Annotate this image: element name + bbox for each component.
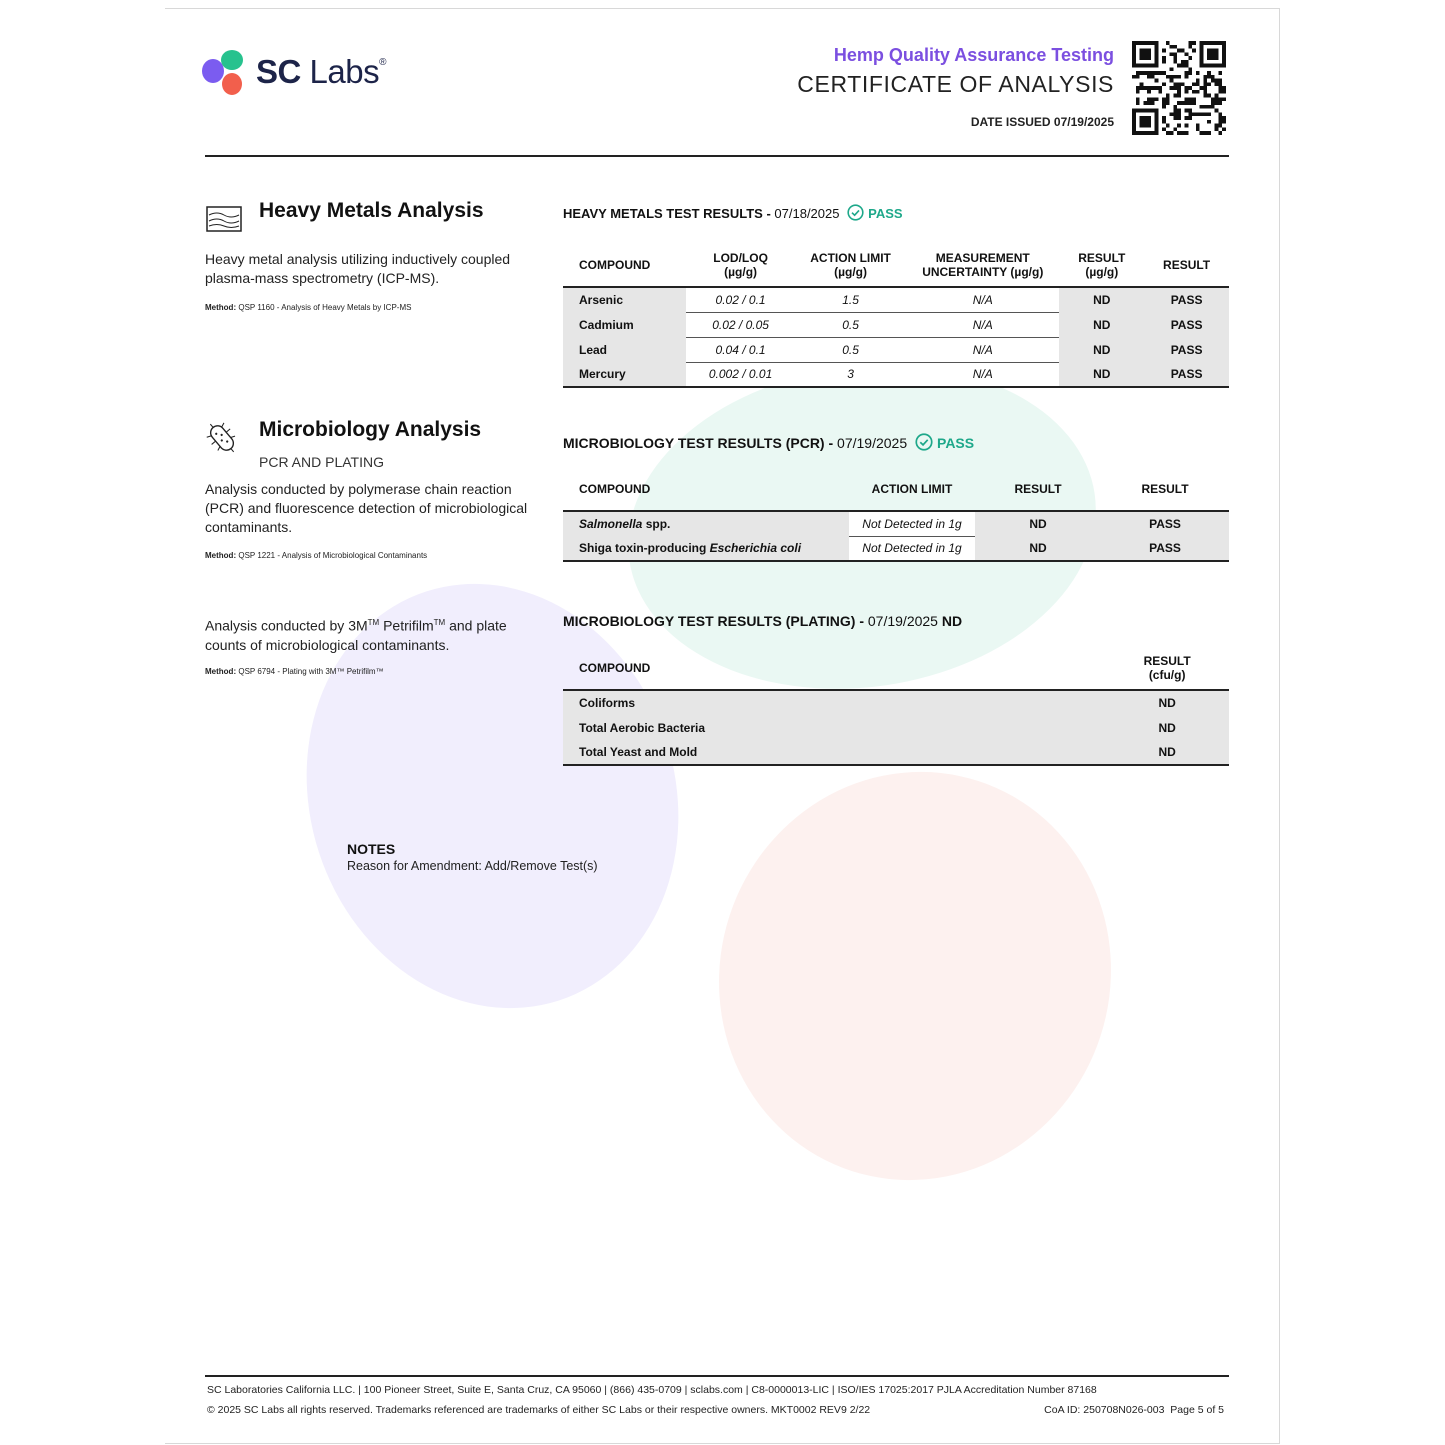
compound-cell: Mercury (563, 362, 686, 387)
pcr-table (563, 467, 1229, 562)
coa-page (165, 8, 1280, 1444)
result-cell: ND (1105, 715, 1229, 740)
pcr-results-heading: MICROBIOLOGY TEST RESULTS (PCR) - 07/19/2025 PASS (563, 435, 975, 451)
table-row (563, 287, 1229, 312)
action-limit-cell: 0.5 (795, 312, 906, 337)
action-limit-cell: 1.5 (795, 287, 906, 312)
footer-divider (205, 1375, 1229, 1377)
uncertainty-cell: N/A (906, 362, 1059, 387)
col-compound: COMPOUND (563, 243, 686, 287)
pass-check-icon (915, 433, 933, 451)
microbiology-subtitle: PCR AND PLATING (259, 454, 384, 470)
result-ugg-cell: ND (1059, 337, 1144, 362)
date-issued: DATE ISSUED 07/19/2025 (970, 115, 1114, 129)
col-action-limit: ACTION LIMIT (849, 467, 975, 511)
plating-table (563, 646, 1229, 766)
result-cell: PASS (1144, 337, 1229, 362)
plating-status: ND (941, 613, 963, 629)
table-row (563, 362, 1229, 387)
result-ugg-cell: ND (1059, 287, 1144, 312)
table-row (563, 690, 1229, 715)
table-row (563, 740, 1229, 765)
compound-cell: Total Aerobic Bacteria (563, 715, 1105, 740)
footer-copyright: © 2025 SC Labs all rights reserved. Trademarks referenced are trademarks of either SC Labs or their respective owners. MKT0002 REV9 2/22 (207, 1404, 871, 1416)
result-cell: ND (1105, 740, 1229, 765)
logo-wordmark: SC Labs® (256, 53, 386, 90)
col-compound: COMPOUND (563, 467, 849, 511)
action-limit-cell: 3 (795, 362, 906, 387)
heavy-metals-table (563, 243, 1229, 388)
header-divider (205, 155, 1229, 157)
action-limit-cell: Not Detected in 1g (849, 536, 975, 561)
lodloq-cell: 0.04 / 0.1 (686, 337, 795, 362)
table-row (563, 511, 1229, 536)
col-compound: COMPOUND (563, 646, 1105, 690)
microbiology-title: Microbiology Analysis (259, 418, 482, 441)
compound-cell: Coliforms (563, 690, 1105, 715)
plating-results-heading: MICROBIOLOGY TEST RESULTS (PLATING) - 07/19/2025 ND (563, 613, 963, 629)
result-cell: ND (1105, 690, 1229, 715)
heavy-metals-status: PASS (868, 206, 903, 221)
result-ugg-cell: ND (1059, 312, 1144, 337)
lodloq-cell: 0.02 / 0.05 (686, 312, 795, 337)
result-cell: PASS (1101, 536, 1229, 561)
table-row (563, 312, 1229, 337)
col-result-b: RESULT (1101, 467, 1229, 511)
col-measurement-uncertainty: MEASUREMENT UNCERTAINTY (µg/g) (906, 243, 1059, 287)
uncertainty-cell: N/A (906, 287, 1059, 312)
uncertainty-cell: N/A (906, 312, 1059, 337)
footer-company-info: SC Laboratories California LLC. | 100 Pioneer Street, Suite E, Santa Cruz, CA 95060 | (866) 435-0709 | sclabs.com | C8-0000013-LIC | ISO/IES 17025:2017 PJLA Accreditation Number 87168 (207, 1384, 1097, 1396)
lodloq-cell: 0.002 / 0.01 (686, 362, 795, 387)
compound-cell: Arsenic (563, 287, 686, 312)
heavy-metals-results-heading: HEAVY METALS TEST RESULTS - 07/18/2025 PASS (563, 206, 903, 221)
col-result-cfu: RESULT (cfu/g) (1105, 646, 1229, 690)
pcr-description: Analysis conducted by polymerase chain reaction (PCR) and fluorescence detection of microbiological contaminants. (205, 481, 528, 535)
compound-cell: Lead (563, 337, 686, 362)
result-cell: PASS (1144, 362, 1229, 387)
sc-labs-logo (201, 47, 421, 107)
action-limit-cell: 0.5 (795, 337, 906, 362)
plating-method: Method: QSP 6794 - Plating with 3M™ Petrifilm™ (205, 667, 384, 676)
col-result: RESULT (1144, 243, 1229, 287)
result-cell: ND (975, 536, 1101, 561)
heavy-metals-icon (205, 201, 243, 239)
compound-cell: Salmonella spp. (563, 511, 849, 536)
logo-mark-icon (201, 47, 249, 97)
table-row (563, 715, 1229, 740)
result-cell: PASS (1144, 287, 1229, 312)
plating-description: Analysis conducted by 3M™ Petrifilm™ and plate counts of microbiological contaminants. (205, 617, 507, 653)
compound-cell: Cadmium (563, 312, 686, 337)
col-lodloq: LOD/LOQ (µg/g) (686, 243, 795, 287)
result-cell: PASS (1101, 511, 1229, 536)
footer-coa-id: CoA ID: 250708N026-003 Page 5 of 5 (1044, 1404, 1224, 1416)
table-row (563, 536, 1229, 561)
compound-cell: Shiga toxin-producing Escherichia coli (563, 536, 849, 561)
col-result-ugg: RESULT (µg/g) (1059, 243, 1144, 287)
heavy-metals-method: Method: QSP 1160 - Analysis of Heavy Metals by ICP-MS (205, 303, 412, 312)
pcr-status: PASS (937, 435, 975, 451)
document-title: CERTIFICATE OF ANALYSIS (797, 71, 1114, 97)
notes-text: Reason for Amendment: Add/Remove Test(s) (347, 859, 598, 873)
action-limit-cell: Not Detected in 1g (849, 511, 975, 536)
pcr-method: Method: QSP 1221 - Analysis of Microbiological Contaminants (205, 551, 428, 560)
compound-cell: Total Yeast and Mold (563, 740, 1105, 765)
result-cell: ND (975, 511, 1101, 536)
background-blob-red (666, 721, 1164, 1231)
table-row (563, 337, 1229, 362)
col-action-limit: ACTION LIMIT (µg/g) (795, 243, 906, 287)
category-label: Hemp Quality Assurance Testing (833, 45, 1114, 65)
page-number: Page 5 of 5 (1170, 1404, 1224, 1416)
col-result-a: RESULT (975, 467, 1101, 511)
qr-code[interactable] (1132, 41, 1226, 135)
result-ugg-cell: ND (1059, 362, 1144, 387)
microbe-icon (203, 419, 241, 457)
pass-check-icon (847, 204, 864, 221)
heavy-metals-title: Heavy Metals Analysis (259, 199, 484, 222)
uncertainty-cell: N/A (906, 337, 1059, 362)
notes-heading: NOTES (347, 841, 396, 857)
result-cell: PASS (1144, 312, 1229, 337)
heavy-metals-description: Heavy metal analysis utilizing inductively coupled plasma-mass spectrometry (ICP-MS). (205, 251, 511, 286)
lodloq-cell: 0.02 / 0.1 (686, 287, 795, 312)
